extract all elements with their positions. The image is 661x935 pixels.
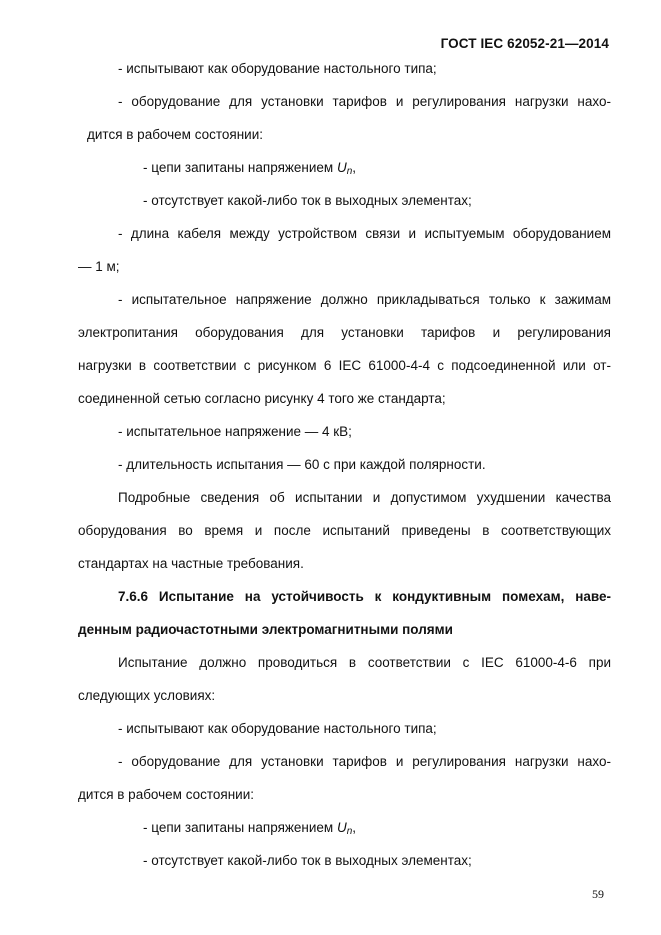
- paragraph-line: стандартах на частные требования.: [78, 556, 304, 571]
- voltage-subscript: n: [346, 826, 353, 837]
- section-heading-continuation: денным радиочастотными электромагнитными полями: [78, 622, 453, 637]
- paragraph-line: Подробные сведения об испытании и допустимом ухудшении качества: [118, 490, 611, 505]
- paragraph-line: следующих условиях:: [78, 688, 216, 703]
- list-item-continuation: соединенной сетью согласно рисунку 4 того же стандарта;: [78, 391, 446, 406]
- list-item: - оборудование для установки тарифов и регулирования нагрузки нахо-: [118, 754, 611, 769]
- list-item-continuation: дится в рабочем состоянии:: [87, 127, 264, 142]
- list-item-continuation: дится в рабочем состоянии:: [78, 787, 255, 802]
- voltage-subscript: n: [346, 166, 353, 177]
- list-item-continuation: нагрузки в соответствии с рисунком 6 IEC 61000-4-4 с подсоединенной или от-: [78, 358, 611, 373]
- list-item-continuation: электропитания оборудования для установки тарифов и регулирования: [78, 325, 611, 340]
- document-standard-header: ГОСТ IEC 62052-21—2014: [440, 36, 609, 51]
- sub-list-item: - отсутствует какой-либо ток в выходных элементах;: [143, 193, 472, 208]
- voltage-symbol: U: [336, 160, 347, 175]
- section-heading: 7.6.6 Испытание на устойчивость к кондуктивным помехам, наве-: [118, 589, 611, 604]
- sub-list-item-punct: ,: [352, 160, 357, 175]
- list-item-continuation: — 1 м;: [78, 259, 120, 274]
- paragraph-line: оборудования во время и после испытаний приведены в соответствующих: [78, 523, 611, 538]
- list-item: - испытывают как оборудование настольного типа;: [118, 721, 437, 736]
- page-number: 59: [592, 887, 604, 901]
- list-item: - длительность испытания — 60 с при каждой полярности.: [118, 457, 486, 472]
- sub-list-item: [143, 820, 356, 840]
- list-item: - испытывают как оборудование настольного типа;: [118, 61, 437, 76]
- sub-list-item-text: - цепи запитаны напряжением: [143, 160, 337, 175]
- list-item: - испытательное напряжение — 4 кВ;: [118, 424, 352, 439]
- list-item: - испытательное напряжение должно прикладываться только к зажимам: [118, 292, 611, 307]
- sub-list-item: - отсутствует какой-либо ток в выходных элементах;: [143, 853, 472, 868]
- list-item: - оборудование для установки тарифов и регулирования нагрузки нахо-: [118, 94, 611, 109]
- list-item: - длина кабеля между устройством связи и испытуемым оборудованием: [118, 226, 611, 241]
- sub-list-item: [143, 160, 356, 180]
- paragraph-line: Испытание должно проводиться в соответствии с IEC 61000-4-6 при: [118, 655, 611, 670]
- sub-list-item-punct: ,: [352, 820, 357, 835]
- sub-list-item-text: - цепи запитаны напряжением: [143, 820, 337, 835]
- voltage-symbol: U: [336, 820, 347, 835]
